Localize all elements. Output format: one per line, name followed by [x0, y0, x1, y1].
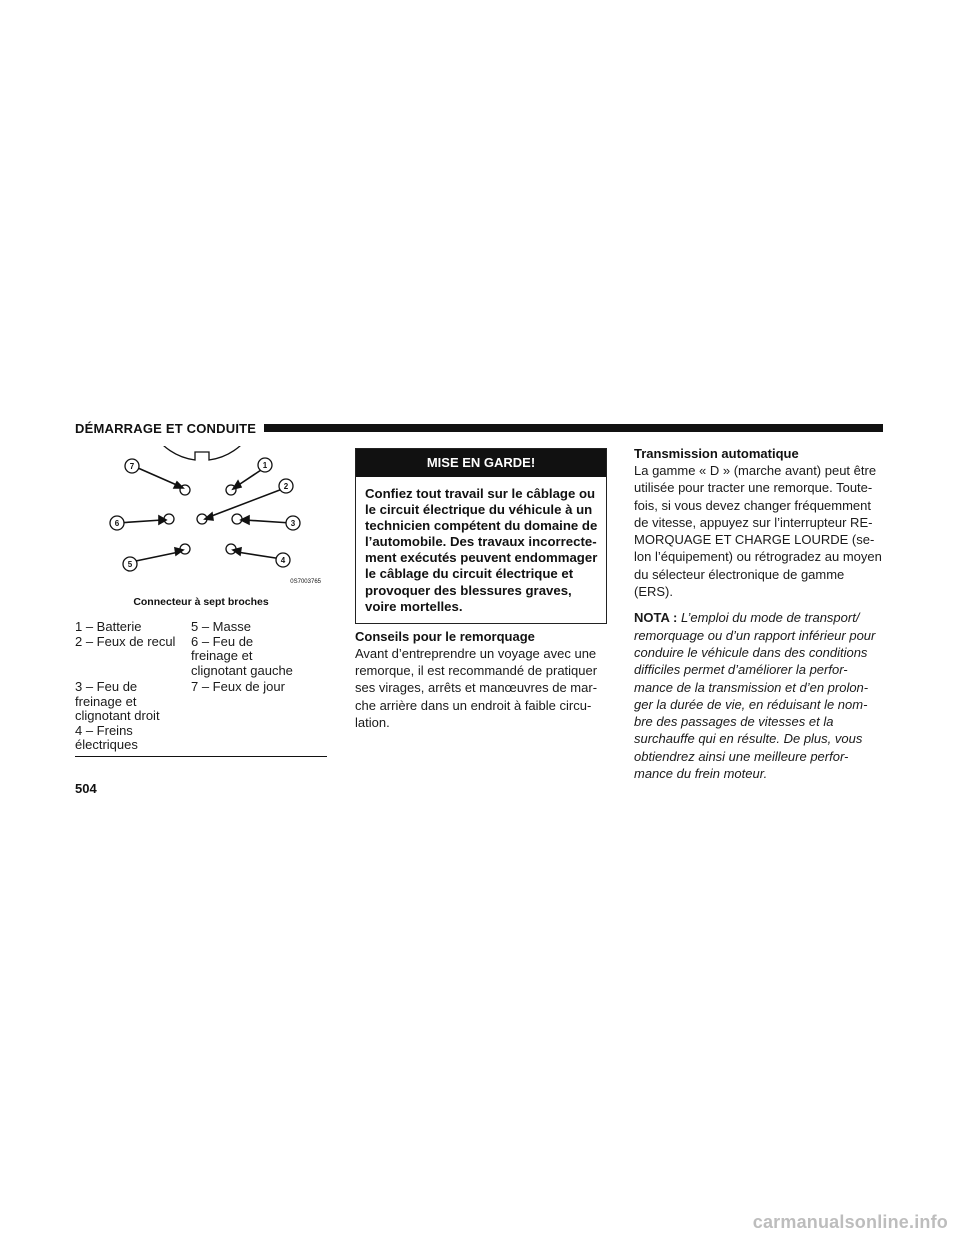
- header-rule: [264, 424, 883, 432]
- page-header: [75, 418, 883, 438]
- warning-title: MISE EN GARDE!: [356, 449, 606, 477]
- site-watermark: carmanualsonline.info: [752, 1212, 948, 1232]
- seven-pin-connector-diagram: [75, 446, 327, 596]
- note-text: L’emploi du mode de transport/ remorquage ou d’un rapport inférieur pour conduire le véhicule dans des conditions difficiles permet d’améliorer la perfor-mance de la transmission et d’en prolon-ger la durée de vie, en réduisant le nom-bre des passages de vitesses et la surchauffe qui en résulte. De plus, vous obtiendrez ainsi une meilleure perfor-mance du frein moteur.: [634, 610, 876, 782]
- transmission-text: La gamme « D » (marche avant) peut être utilisée pour tracter une remorque. Toute-fois, si vous devez changer fréquemment de vitesse, appuyez sur l’interrupteur RE-MORQUAGE ET CHARGE LOURDE (se-lon l’équipement) ou rétrogradez au moyen du sélecteur électronique de gamme (ERS).: [634, 463, 882, 600]
- towing-tips-heading: Conseils pour le remorquage: [355, 628, 535, 644]
- middle-column: [355, 448, 607, 731]
- pin-hole-3: [232, 514, 242, 524]
- left-column: [75, 446, 327, 757]
- note-label: NOTA :: [634, 610, 678, 626]
- legend-cell: 1 – Batterie 2 – Feux de recul: [75, 619, 176, 649]
- pin-label-5: 5: [127, 560, 133, 569]
- legend-cell: 3 – Feu de freinage et clignotant droit 4 – Freins électriques: [75, 679, 160, 752]
- pin-label-1: 1: [262, 461, 268, 470]
- legend-cell: 5 – Masse 6 – Feu de freinage et clignotant gauche: [191, 619, 293, 678]
- figure-caption: Connecteur à sept broches: [133, 596, 269, 608]
- connector-outline: [145, 446, 259, 460]
- towing-tips-text: Avant d’entreprendre un voyage avec une remorque, il est recommandé de pratiquer ses virages, arrêts et manœuvres de mar-che arrière dans un endroit à faible circu-lation.: [355, 645, 598, 730]
- pin-label-6: 6: [114, 519, 120, 528]
- transmission-heading: Transmission automatique: [634, 446, 799, 461]
- pin-legend: [75, 620, 327, 757]
- warning-box: [355, 448, 607, 624]
- section-title: DÉMARRAGE ET CONDUITE: [75, 420, 257, 436]
- warning-text: Confiez tout travail sur le câblage ou le circuit électrique du véhicule à un technicien compétent du domaine de l’automobile. Des travaux incorrecte-ment exécutés peuvent endommager le câblage du circuit électrique et provoquer des blessures graves, voire mortelles.: [365, 486, 598, 614]
- page-number: 504: [75, 781, 97, 796]
- pin-label-2: 2: [283, 482, 289, 491]
- right-column: [634, 446, 884, 782]
- legend-cell: 7 – Feux de jour: [191, 679, 285, 694]
- note-block: [634, 609, 884, 782]
- connector-figure: [75, 446, 327, 616]
- figure-code: 0S7003765: [290, 579, 321, 585]
- pin-label-3: 3: [290, 519, 296, 528]
- pin-label-4: 4: [280, 556, 286, 565]
- pin-label-7: 7: [129, 462, 135, 471]
